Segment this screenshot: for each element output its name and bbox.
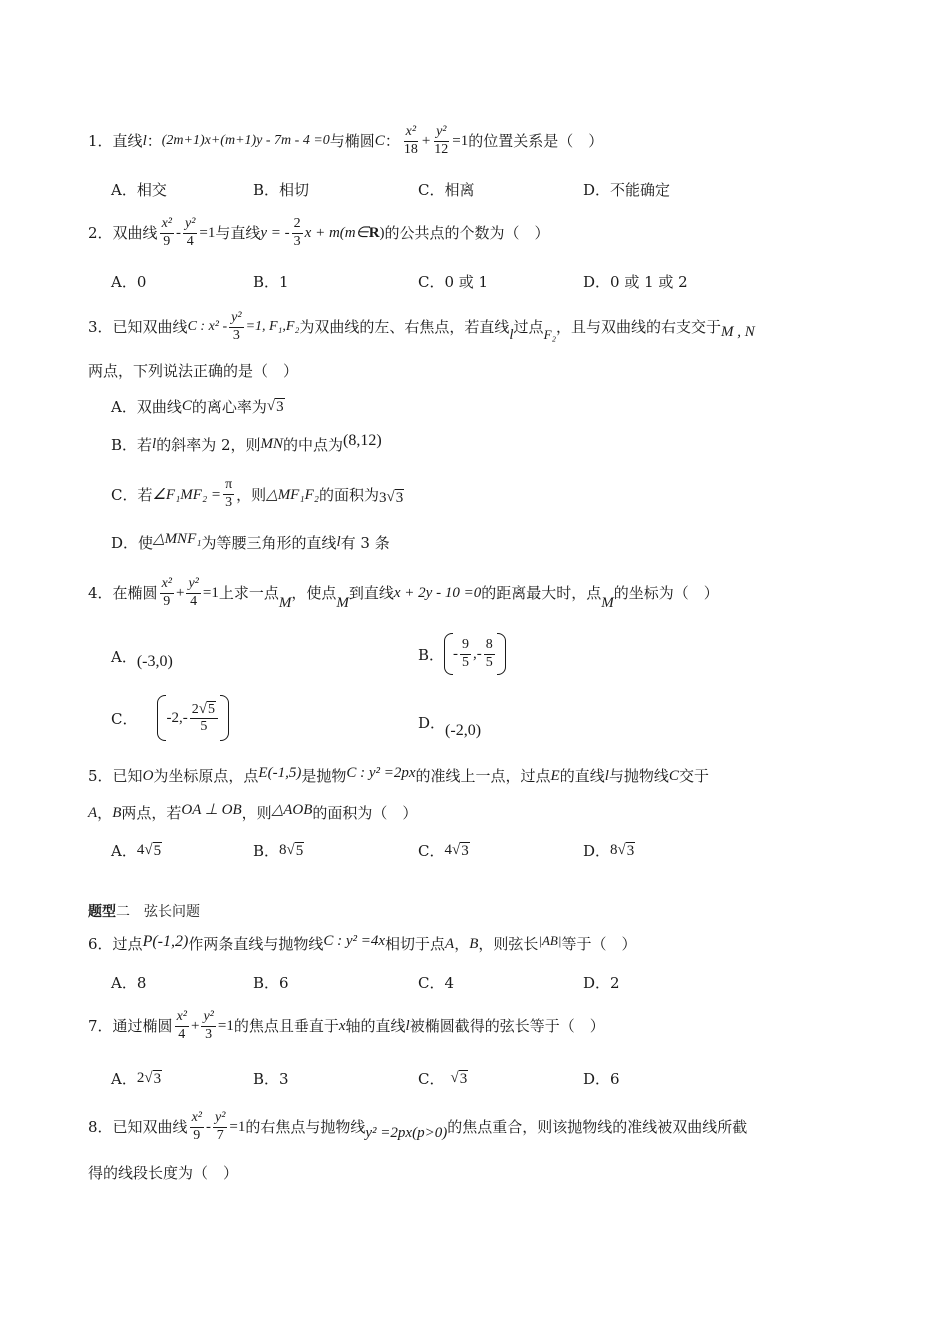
q3-f2: F₂ (543, 327, 557, 343)
q4-text-pre: 在椭圆 (112, 584, 158, 602)
q4-option-d (418, 712, 482, 739)
q1-colon2: ： (384, 132, 400, 150)
q4-optC-paren-right (220, 695, 229, 741)
q2-stem (88, 211, 550, 255)
q1-colon: ： (146, 132, 162, 150)
q3-stem (88, 305, 755, 349)
q5-line2-mid2: ，则 (241, 804, 272, 822)
q5-number: 5． (88, 767, 113, 785)
q2-real-set: R (368, 225, 380, 241)
q7-option-b: B．3 (253, 1070, 289, 1088)
q1-line-equation: (2m+1)x+(m+1)y - 7m - 4 =0 (161, 132, 330, 148)
q3-optD-post: 有 3 条 (340, 534, 390, 552)
q1-frac-2 (432, 124, 450, 157)
q5-text-mid2: 是抛物 (301, 767, 347, 785)
q3-l-var: l (509, 327, 514, 343)
q6-a: A (445, 936, 455, 952)
q8-frac-1-num: x² (190, 1110, 204, 1127)
q2-frac-1-num: x² (160, 216, 174, 233)
q3-optC-pre: C．若 (111, 485, 153, 504)
q3-optC-post: 的面积为 (318, 485, 379, 504)
q7-x: x (338, 1018, 346, 1034)
q1-stem (88, 121, 603, 161)
q6-text-mid: 作两条直线与抛物线 (188, 935, 324, 953)
q4-line-eq: x + 2y - 10 =0 (393, 585, 482, 601)
q2-option-a: A．0 (111, 273, 147, 291)
q7-optA-sqrt: √ 3 (144, 1069, 162, 1087)
q3-line2: 两点，下列说法正确的是（ ） (88, 362, 299, 380)
q5-b: B (112, 805, 122, 821)
q1-frac-1-den: 18 (403, 141, 418, 157)
q8-number: 8． (88, 1118, 113, 1136)
q3-text-mid2: 过点 (513, 318, 544, 336)
q4-optC-rad: 5 (207, 701, 215, 717)
q4-optB-frac-1 (460, 637, 471, 670)
q6-point: P(-1,2) (142, 933, 189, 951)
q3-optB-mid: 的斜率为 2，则 (156, 436, 261, 454)
q5-optB-coef: 8 (279, 842, 287, 858)
q4-optA-val: (-3,0) (136, 652, 173, 670)
q4-optB-label: B． (418, 645, 445, 664)
q5-sep: ， (97, 804, 113, 822)
q3-optA-post: 的离心率为 (191, 398, 267, 416)
q3-optB-post: 的中点为 (283, 436, 344, 454)
q5-tri: △AOB (271, 802, 313, 818)
q2-frac-2 (183, 216, 197, 249)
q2-eq1: =1 (199, 225, 216, 241)
q4-text-mid3: 到直线 (348, 584, 394, 602)
q8-frac-2-den: 7 (216, 1127, 224, 1143)
q6-text-mid3: ，则弦长 (478, 935, 539, 953)
q3-optD-l: l (336, 534, 341, 550)
q6-ab: |AB| (538, 933, 562, 949)
q7-number: 7． (88, 1017, 113, 1035)
q5-optB-label: B． (253, 842, 280, 860)
q5-e2: E (550, 768, 560, 784)
section-heading (88, 904, 200, 921)
q5-a: A (88, 805, 98, 821)
q4-number: 4． (88, 584, 113, 602)
q2-close: ) (379, 225, 385, 241)
q7-text-post: 被椭圆截得的弦长等于（ ） (409, 1017, 605, 1035)
q7-frac-2-num: y² (201, 1009, 215, 1026)
q4-optC-first: -2,- (166, 709, 188, 726)
q4-option-a (111, 646, 173, 670)
q3-optC-angle: ∠F₁MF₂ = (152, 486, 222, 503)
q5-optD-coef: 8 (610, 842, 618, 858)
q4-stem (88, 571, 719, 615)
q2-minus: - (175, 225, 181, 241)
q6-option-d: D．2 (583, 974, 620, 992)
q4-optB-frac-2 (484, 637, 495, 670)
q8-minus: - (205, 1119, 211, 1135)
q7-text-pre: 通过椭圆 (112, 1017, 173, 1035)
section-heading-bold: 题型 (88, 904, 116, 920)
q5-optC-rad: 3 (461, 842, 469, 859)
q4-text-mid2: ，使点 (291, 584, 337, 602)
q5-line2-mid: 两点，若 (121, 804, 182, 822)
q3-optC-sqrt: √ 3 (386, 489, 404, 507)
q3-text-post: ，且与双曲线的右支交于 (556, 318, 722, 336)
q5-optA-coef: 4 (136, 842, 145, 858)
q5-e-point: E(-1,5) (258, 765, 302, 781)
q5-line2 (88, 801, 417, 825)
q7-text-mid2: 轴的直线 (345, 1017, 406, 1035)
q7-eq: =1 (217, 1018, 234, 1034)
q7-frac-1-num: x² (175, 1009, 189, 1026)
q7-frac-2 (201, 1009, 215, 1042)
q5-text-post: 交于 (678, 767, 709, 785)
q1-frac-1 (402, 124, 420, 157)
q6-sep: ， (454, 935, 470, 953)
q3-mn: M , N (721, 324, 755, 340)
q5-perp: OA ⊥ OB (181, 802, 242, 818)
q1-text-pre: 直线 (112, 132, 143, 150)
q2-frac-1 (160, 216, 174, 249)
q3-eq-tail: =1, F₁,F₂ (245, 318, 300, 334)
q4-optB-frac-2-den: 5 (485, 654, 493, 670)
q3-option-b (111, 431, 382, 455)
q4-frac-1-den: 9 (163, 593, 171, 609)
q4-m2: M (336, 595, 349, 611)
q1-frac-1-num: x² (404, 124, 418, 141)
q5-optA-rad: 5 (153, 842, 162, 859)
q8-line2: 得的线段长度为（ ） (88, 1164, 239, 1182)
q8-parabola: y² =2px(p>0) (365, 1125, 448, 1141)
q8-stem (88, 1105, 747, 1149)
q7-plus: + (190, 1018, 200, 1034)
q3-frac (229, 310, 243, 343)
q3-optA-sqrt: √ 3 (266, 397, 284, 415)
q8-frac-1-den: 9 (193, 1127, 201, 1143)
q8-eq: =1 (229, 1119, 246, 1135)
q4-m3: M (601, 595, 614, 611)
q4-m1: M (278, 595, 292, 611)
q2-option-d: D．0 或 1 或 2 (583, 273, 688, 291)
q4-optC-sqrt: √ 5 (198, 700, 215, 717)
q3-optD-mid: 为等腰三角形的直线 (201, 534, 337, 552)
q7-option-c (418, 1068, 468, 1089)
q8-frac-2-num: y² (213, 1110, 227, 1127)
q6-text-post: 等于（ ） (561, 935, 637, 953)
q7-optC-sqrt: √ 3 (450, 1069, 468, 1087)
q8-frac-2 (213, 1110, 227, 1143)
q4-optB-frac-1-den: 5 (462, 654, 470, 670)
q4-frac-2 (186, 576, 200, 609)
q4-optC-label: C． (111, 709, 138, 728)
q8-text-mid: 的右焦点与抛物线 (245, 1118, 366, 1136)
q8-text-post: 的焦点重合，则该抛物线的准线被双曲线所截 (447, 1118, 748, 1136)
q5-parabola: C : y² =2px (346, 765, 416, 781)
q4-optC-coef: 2 (191, 701, 199, 717)
q4-text-mid: 上求一点 (218, 584, 279, 602)
q7-frac-1-den: 4 (178, 1026, 186, 1042)
q3-optD-tri: △MNF₁ (153, 531, 202, 547)
q4-text-mid4: 的距离最大时，点 (481, 584, 602, 602)
section-heading-rest: 二 弦长问题 (116, 904, 200, 920)
q5-optD-sqrt: √ 3 (617, 841, 635, 859)
q4-optC-frac (190, 701, 218, 735)
q4-optA-label: A． (111, 648, 137, 666)
q2-frac-1-den: 9 (163, 233, 171, 249)
q4-frac-1-num: x² (160, 576, 174, 593)
q5-optA-sqrt: √ 5 (144, 841, 162, 859)
q7-optA-rad: 3 (153, 1070, 162, 1087)
q7-stem (88, 1004, 605, 1048)
q5-line2-post: 的面积为（ ） (312, 804, 418, 822)
q1-option-b: B．相切 (253, 181, 310, 199)
q3-optA-pre: A．双曲线 (111, 398, 182, 416)
q1-c-var: C (374, 133, 385, 149)
q4-frac-2-den: 4 (190, 593, 198, 609)
q4-plus: + (175, 585, 185, 601)
q5-optD-rad: 3 (626, 842, 635, 859)
q5-stem (88, 764, 709, 788)
q5-o: O (142, 768, 154, 784)
q1-text-mid: 与椭圆 (329, 132, 375, 150)
q5-option-b (253, 840, 304, 861)
q3-optA-val: 3 (276, 398, 284, 415)
q4-optB-frac-2-num: 8 (484, 637, 495, 654)
q4-option-c (111, 694, 229, 742)
q5-optD-label: D． (583, 842, 611, 860)
q5-option-d (583, 840, 635, 861)
q3-optB-mn: MN (260, 436, 284, 452)
q4-frac-2-num: y² (186, 576, 200, 593)
q3-option-c (111, 472, 404, 516)
q4-optD-val: (-2,0) (445, 721, 482, 739)
q3-optD-pre: D．使 (111, 534, 154, 552)
q4-optC-paren-left (157, 695, 166, 741)
q3-optC-mid: ，则 (236, 485, 267, 504)
q6-b: B (469, 936, 479, 952)
q5-option-c (418, 840, 470, 861)
q4-optB-paren-right (497, 633, 506, 675)
q3-frac-den: 3 (232, 327, 240, 343)
q3-frac-num: y² (229, 310, 243, 327)
q2-number: 2． (88, 224, 113, 242)
q1-text-post: 的位置关系是（ ） (468, 132, 604, 150)
q2-frac-2-num: y² (183, 216, 197, 233)
q3-option-d (111, 532, 390, 553)
q2-tail: x + m(m∈ (304, 225, 369, 241)
q4-eq: =1 (202, 585, 219, 601)
q3-optA-c: C (181, 398, 192, 414)
q7-frac-1 (175, 1009, 189, 1042)
q2-frac-3 (292, 216, 303, 249)
q1-option-a: A．相交 (111, 181, 167, 199)
q5-option-a (111, 840, 162, 861)
q7-optC-label: C． (418, 1070, 445, 1088)
q2-option-c: C．0 或 1 (418, 273, 489, 291)
q1-l-var: l (142, 133, 147, 149)
q5-text-pre: 已知 (112, 767, 143, 785)
q4-text-post: 的坐标为（ ） (613, 584, 719, 602)
q2-text-mid: 与直线 (215, 224, 261, 242)
q4-optC-frac-num (190, 701, 218, 719)
q4-option-b (418, 632, 506, 676)
q3-number: 3． (88, 318, 113, 336)
q4-optB-sign: - (453, 645, 459, 662)
q6-text-mid2: 相切于点 (385, 935, 446, 953)
q7-optA-label: A． (111, 1070, 137, 1088)
q1-frac-2-den: 12 (434, 141, 449, 157)
q2-option-b: B．1 (253, 273, 289, 291)
q3-optC-val: 3 (395, 490, 404, 507)
q7-option-a (111, 1068, 162, 1089)
q2-frac-2-den: 4 (186, 233, 194, 249)
q1-plus: + (421, 133, 431, 149)
q5-c2: C (668, 768, 679, 784)
q5-text-mid3: 的准线上一点，过点 (415, 767, 551, 785)
q5-optB-rad: 5 (295, 842, 304, 859)
q3-text-pre: 已知双曲线 (112, 318, 188, 336)
q4-optD-label: D． (418, 714, 446, 732)
q6-stem (88, 932, 636, 956)
q7-optC-rad: 3 (459, 1070, 468, 1087)
q3-optC-coef: 3 (378, 489, 387, 506)
q1-option-d: D．不能确定 (583, 181, 671, 199)
q3-optB-l: l (152, 436, 157, 452)
q5-optA-label: A． (111, 842, 137, 860)
q7-optA-coef: 2 (136, 1070, 145, 1086)
q4-optB-frac-1-num: 9 (460, 637, 471, 654)
q3-optC-frac-num: π (223, 477, 234, 494)
q7-l: l (405, 1018, 410, 1034)
q3-optC-frac-den: 3 (225, 494, 233, 510)
q5-text-mid5: 与抛物线 (608, 767, 669, 785)
q5-text-mid: 为坐标原点，点 (153, 767, 259, 785)
q3-text-mid: 为双曲线的左、右焦点，若直线 (299, 318, 510, 336)
q3-optC-tri: △MF₁F₂ (266, 486, 319, 503)
q7-text-mid: 的焦点且垂直于 (233, 1017, 339, 1035)
q2-text-pre: 双曲线 (112, 224, 158, 242)
q7-frac-2-den: 3 (205, 1026, 213, 1042)
q3-optC-frac (223, 477, 234, 510)
q8-text-pre: 已知双曲线 (112, 1118, 188, 1136)
q2-frac-3-den: 3 (293, 233, 301, 249)
q6-text-pre: 过点 (112, 935, 143, 953)
q1-number: 1． (88, 132, 113, 150)
q6-option-a: A．8 (111, 974, 147, 992)
q5-l: l (604, 768, 609, 784)
q4-optC-frac-den: 5 (200, 719, 208, 735)
q3-c-eq: C : x² - (187, 318, 228, 334)
q1-eq-tail: =1 (452, 133, 469, 149)
q4-frac-1 (160, 576, 174, 609)
q3-optB-pre: B．若 (111, 436, 153, 454)
q3-optB-point: (8,12) (343, 431, 382, 449)
q6-parabola: C : y² =4x (323, 933, 386, 949)
q6-option-b: B．6 (253, 974, 289, 992)
q2-frac-3-num: 2 (292, 216, 303, 233)
q4-optB-paren-left (444, 633, 453, 675)
q8-frac-1 (190, 1110, 204, 1143)
q1-option-c: C．相离 (418, 181, 475, 199)
q4-optB-mid: ,- (473, 645, 482, 662)
q1-frac-2-num: y² (434, 124, 448, 141)
q6-option-c: C．4 (418, 974, 455, 992)
q7-option-d: D．6 (583, 1070, 620, 1088)
q5-optB-sqrt: √ 5 (286, 841, 304, 859)
q5-optC-coef: 4 (444, 842, 452, 858)
q2-y-eq: y = - (260, 225, 290, 241)
q5-text-mid4: 的直线 (559, 767, 605, 785)
q5-optC-label: C． (418, 842, 445, 860)
q6-number: 6． (88, 935, 113, 953)
q2-text-post: 的公共点的个数为（ ） (384, 224, 550, 242)
q3-option-a (111, 396, 285, 417)
q5-optC-sqrt: √ 3 (451, 841, 469, 859)
